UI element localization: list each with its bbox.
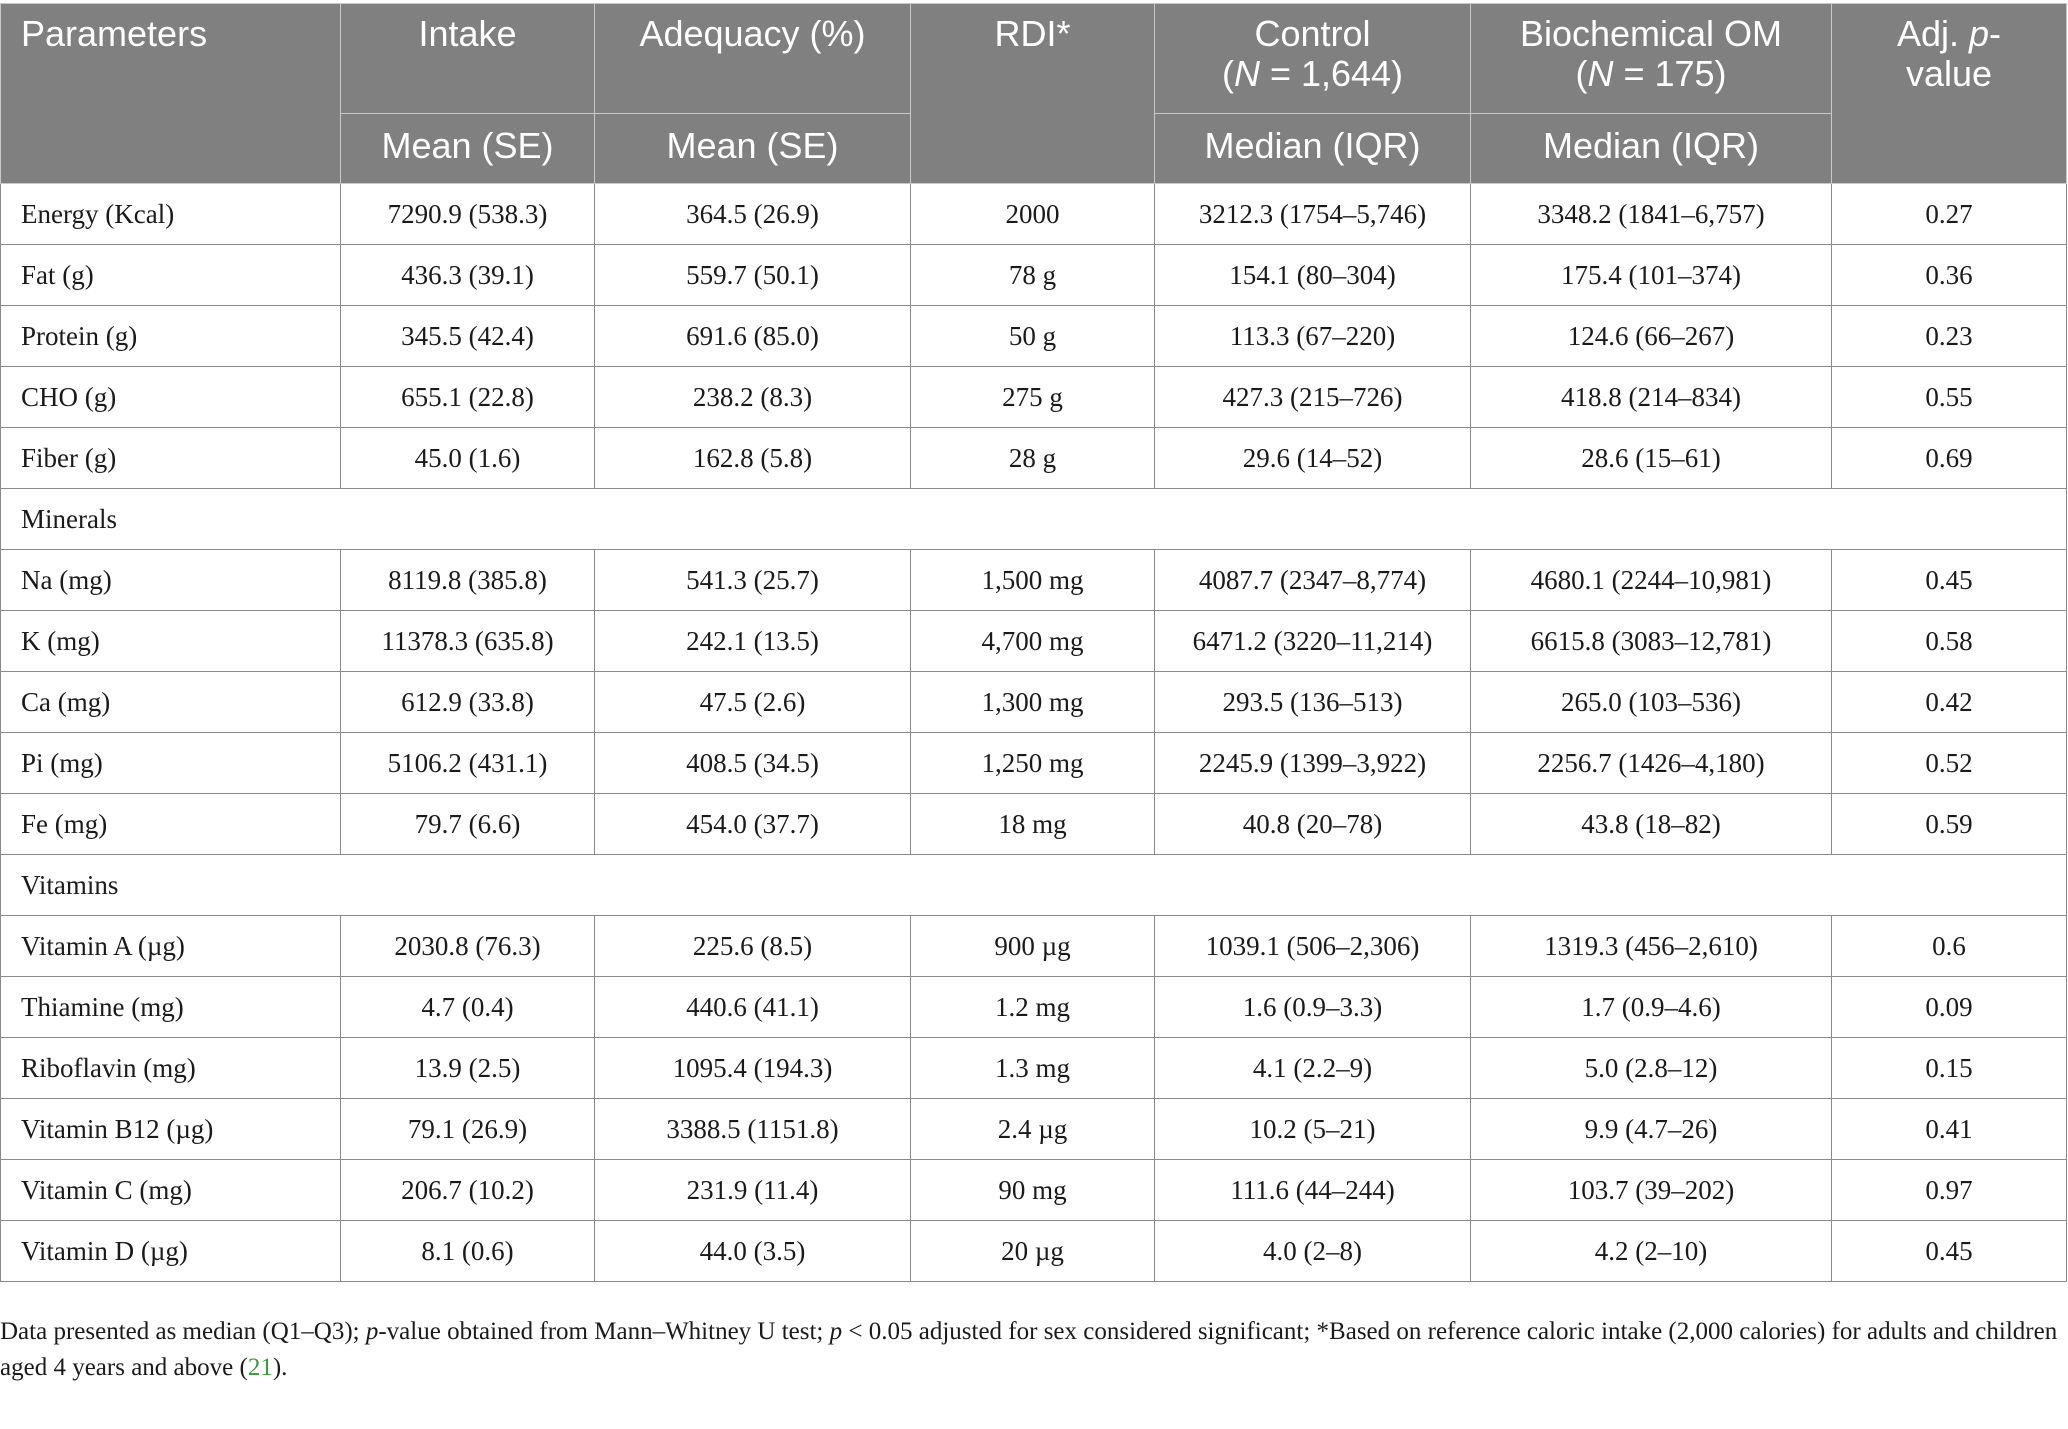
cell-adequacy: 242.1 (13.5) [595,611,911,672]
cell-parameter: Fe (mg) [1,794,341,855]
cell-parameter: Fat (g) [1,245,341,306]
cell-p-value: 0.45 [1832,550,2067,611]
header-biochem-line2: (N = 175) [1575,53,1727,94]
cell-intake: 8.1 (0.6) [341,1221,595,1282]
cell-biochem: 1.7 (0.9–4.6) [1471,977,1832,1038]
cell-rdi: 18 mg [911,794,1155,855]
cell-parameter: Protein (g) [1,306,341,367]
cell-intake: 206.7 (10.2) [341,1160,595,1221]
cell-parameter: Riboflavin (mg) [1,1038,341,1099]
cell-biochem: 1319.3 (456–2,610) [1471,916,1832,977]
cell-adequacy: 47.5 (2.6) [595,672,911,733]
table-row [1,245,2067,306]
cell-control: 40.8 (20–78) [1155,794,1471,855]
subheader-adequacy: Mean (SE) [595,114,911,184]
cell-biochem: 2256.7 (1426–4,180) [1471,733,1832,794]
cell-rdi: 50 g [911,306,1155,367]
cell-adequacy: 440.6 (41.1) [595,977,911,1038]
cell-p-value: 0.41 [1832,1099,2067,1160]
cell-adequacy: 408.5 (34.5) [595,733,911,794]
cell-control: 3212.3 (1754–5,746) [1155,184,1471,245]
cell-rdi: 2000 [911,184,1155,245]
cell-rdi: 275 g [911,367,1155,428]
table-row [1,1160,2067,1221]
cell-parameter: Vitamin A (µg) [1,916,341,977]
table-row [1,428,2067,489]
table-body [1,184,2067,1282]
cell-intake: 79.7 (6.6) [341,794,595,855]
cell-parameter: Vitamin C (mg) [1,1160,341,1221]
table-row [1,733,2067,794]
table-row [1,367,2067,428]
cell-parameter: CHO (g) [1,367,341,428]
table-row [1,916,2067,977]
cell-rdi: 4,700 mg [911,611,1155,672]
cell-biochem: 9.9 (4.7–26) [1471,1099,1832,1160]
cell-control: 1039.1 (506–2,306) [1155,916,1471,977]
section-minerals [1,489,2067,550]
cell-biochem: 418.8 (214–834) [1471,367,1832,428]
cell-intake: 8119.8 (385.8) [341,550,595,611]
cell-rdi: 20 µg [911,1221,1155,1282]
cell-parameter: Vitamin B12 (µg) [1,1099,341,1160]
cell-p-value: 0.42 [1832,672,2067,733]
cell-control: 2245.9 (1399–3,922) [1155,733,1471,794]
cell-control: 4087.7 (2347–8,774) [1155,550,1471,611]
cell-p-value: 0.36 [1832,245,2067,306]
section-vitamins [1,855,2067,916]
reference-link[interactable]: 21 [247,1354,273,1381]
cell-adequacy: 559.7 (50.1) [595,245,911,306]
cell-rdi: 1,500 mg [911,550,1155,611]
cell-adequacy: 541.3 (25.7) [595,550,911,611]
table-footnote: Data presented as median (Q1–Q3); p-value obtained from Mann–Whitney U test; p < 0.05 adjusted for sex considered significant; *Based on reference caloric intake (2,000 calories) for adults and children aged 4 years and above (21). [0,1318,2058,1381]
cell-parameter: Na (mg) [1,550,341,611]
subheader-control: Median (IQR) [1155,114,1471,184]
cell-rdi: 28 g [911,428,1155,489]
cell-control: 111.6 (44–244) [1155,1160,1471,1221]
cell-intake: 11378.3 (635.8) [341,611,595,672]
cell-rdi: 900 µg [911,916,1155,977]
cell-control: 10.2 (5–21) [1155,1099,1471,1160]
cell-rdi: 78 g [911,245,1155,306]
cell-rdi: 1,300 mg [911,672,1155,733]
header-biochemical-om [1471,4,1832,114]
cell-biochem: 3348.2 (1841–6,757) [1471,184,1832,245]
cell-p-value: 0.55 [1832,367,2067,428]
cell-intake: 7290.9 (538.3) [341,184,595,245]
cell-intake: 45.0 (1.6) [341,428,595,489]
cell-p-value: 0.97 [1832,1160,2067,1221]
cell-adequacy: 454.0 (37.7) [595,794,911,855]
cell-p-value: 0.27 [1832,184,2067,245]
header-control-line2: (N = 1,644) [1221,53,1404,94]
header-adjp-line1: Adj. p- [1896,13,2002,54]
header-adjp-line2: value [1905,53,1993,94]
header-biochem-line1: Biochemical OM [1519,13,1783,54]
section-vitamins-label: Vitamins [1,855,2067,916]
cell-p-value: 0.6 [1832,916,2067,977]
cell-rdi: 90 mg [911,1160,1155,1221]
cell-parameter: K (mg) [1,611,341,672]
cell-rdi: 1.3 mg [911,1038,1155,1099]
cell-rdi: 2.4 µg [911,1099,1155,1160]
cell-control: 29.6 (14–52) [1155,428,1471,489]
table-row [1,794,2067,855]
cell-biochem: 175.4 (101–374) [1471,245,1832,306]
cell-intake: 5106.2 (431.1) [341,733,595,794]
header-intake: Intake [341,4,595,114]
cell-intake: 436.3 (39.1) [341,245,595,306]
table-row [1,1221,2067,1282]
table-header [1,4,2067,184]
cell-biochem: 6615.8 (3083–12,781) [1471,611,1832,672]
cell-parameter: Pi (mg) [1,733,341,794]
cell-adequacy: 231.9 (11.4) [595,1160,911,1221]
cell-control: 293.5 (136–513) [1155,672,1471,733]
cell-p-value: 0.45 [1832,1221,2067,1282]
cell-p-value: 0.58 [1832,611,2067,672]
cell-adequacy: 1095.4 (194.3) [595,1038,911,1099]
cell-p-value: 0.69 [1832,428,2067,489]
cell-intake: 13.9 (2.5) [341,1038,595,1099]
header-adj-p-value [1832,4,2067,184]
cell-biochem: 4680.1 (2244–10,981) [1471,550,1832,611]
cell-rdi: 1,250 mg [911,733,1155,794]
table-row [1,977,2067,1038]
table-row [1,550,2067,611]
header-parameters: Parameters [1,4,341,184]
header-adequacy: Adequacy (%) [595,4,911,114]
cell-intake: 79.1 (26.9) [341,1099,595,1160]
cell-control: 113.3 (67–220) [1155,306,1471,367]
header-control [1155,4,1471,114]
section-minerals-label: Minerals [1,489,2067,550]
subheader-intake: Mean (SE) [341,114,595,184]
cell-control: 1.6 (0.9–3.3) [1155,977,1471,1038]
table-row [1,1099,2067,1160]
cell-control: 427.3 (215–726) [1155,367,1471,428]
cell-parameter: Ca (mg) [1,672,341,733]
table-row [1,611,2067,672]
cell-intake: 2030.8 (76.3) [341,916,595,977]
cell-parameter: Energy (Kcal) [1,184,341,245]
cell-biochem: 103.7 (39–202) [1471,1160,1832,1221]
cell-control: 154.1 (80–304) [1155,245,1471,306]
cell-rdi: 1.2 mg [911,977,1155,1038]
cell-intake: 612.9 (33.8) [341,672,595,733]
cell-p-value: 0.52 [1832,733,2067,794]
cell-p-value: 0.09 [1832,977,2067,1038]
header-rdi: RDI* [911,4,1155,184]
cell-control: 4.1 (2.2–9) [1155,1038,1471,1099]
cell-p-value: 0.23 [1832,306,2067,367]
cell-biochem: 4.2 (2–10) [1471,1221,1832,1282]
cell-adequacy: 364.5 (26.9) [595,184,911,245]
table-row [1,306,2067,367]
subheader-biochem: Median (IQR) [1471,114,1832,184]
nutrient-intake-table [0,3,2067,1282]
cell-parameter: Thiamine (mg) [1,977,341,1038]
table-row [1,184,2067,245]
cell-adequacy: 225.6 (8.5) [595,916,911,977]
cell-p-value: 0.59 [1832,794,2067,855]
table-row [1,1038,2067,1099]
cell-control: 6471.2 (3220–11,214) [1155,611,1471,672]
cell-adequacy: 3388.5 (1151.8) [595,1099,911,1160]
cell-p-value: 0.15 [1832,1038,2067,1099]
cell-adequacy: 238.2 (8.3) [595,367,911,428]
cell-adequacy: 44.0 (3.5) [595,1221,911,1282]
cell-biochem: 124.6 (66–267) [1471,306,1832,367]
cell-intake: 4.7 (0.4) [341,977,595,1038]
cell-biochem: 43.8 (18–82) [1471,794,1832,855]
cell-parameter: Vitamin D (µg) [1,1221,341,1282]
cell-control: 4.0 (2–8) [1155,1221,1471,1282]
cell-adequacy: 691.6 (85.0) [595,306,911,367]
cell-intake: 655.1 (22.8) [341,367,595,428]
cell-adequacy: 162.8 (5.8) [595,428,911,489]
cell-biochem: 5.0 (2.8–12) [1471,1038,1832,1099]
table-row [1,672,2067,733]
cell-biochem: 28.6 (15–61) [1471,428,1832,489]
cell-biochem: 265.0 (103–536) [1471,672,1832,733]
header-control-line1: Control [1254,13,1371,54]
cell-intake: 345.5 (42.4) [341,306,595,367]
cell-parameter: Fiber (g) [1,428,341,489]
